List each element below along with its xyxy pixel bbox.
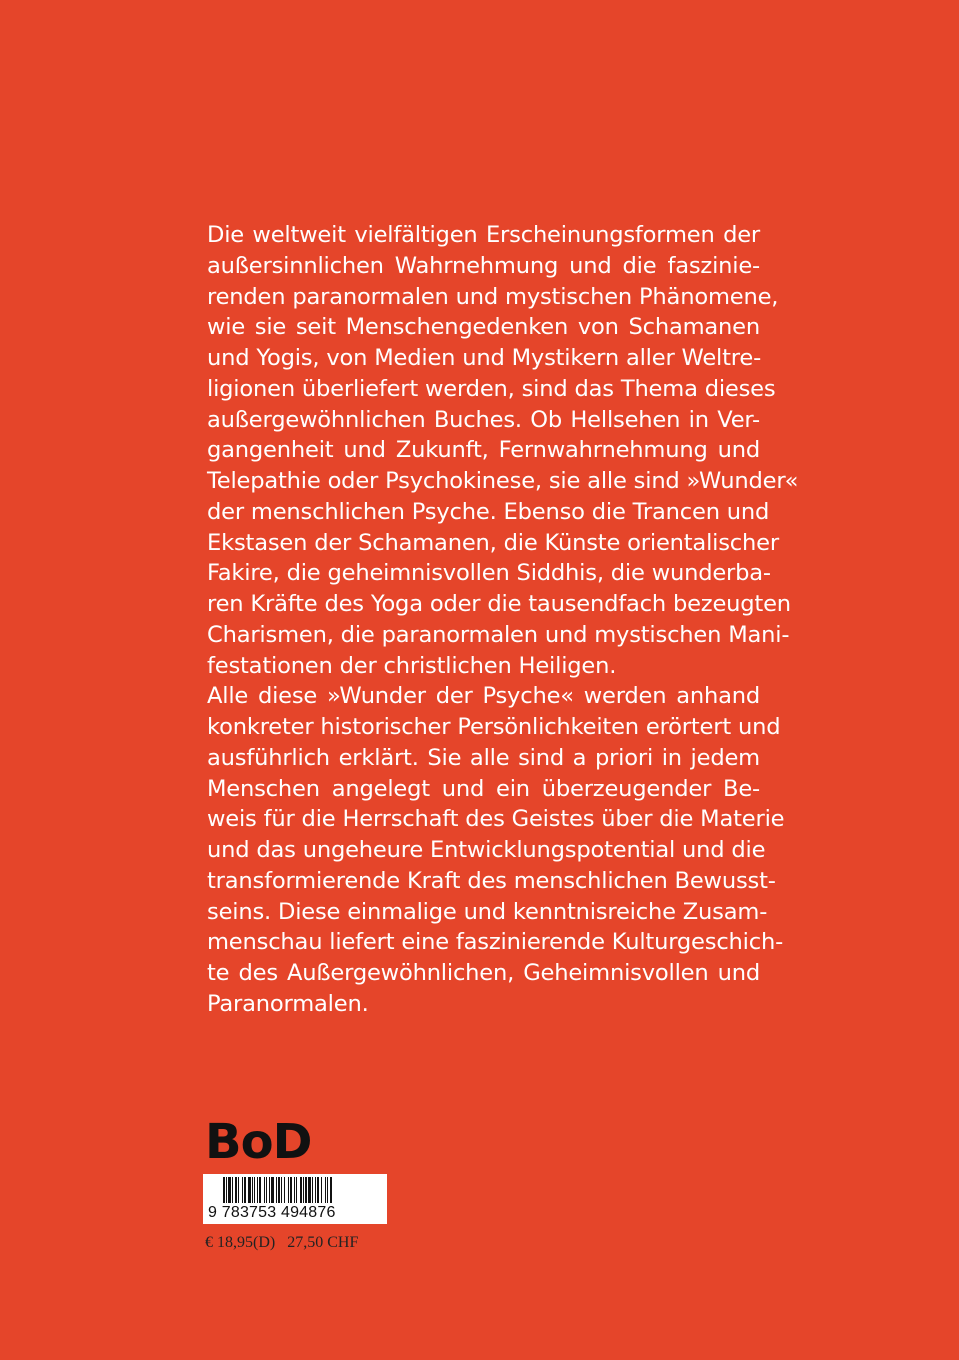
blurb-line: Die weltweit vielfältigen Erscheinungsformen der bbox=[207, 222, 760, 248]
barcode-bar bbox=[259, 1177, 261, 1203]
blurb-line: gangenheit und Zukunft, Fernwahrnehmung und bbox=[207, 437, 760, 464]
blurb-line: menschau liefert eine faszinierende Kulturgeschich- bbox=[207, 929, 784, 956]
blurb-line: und Yogis, von Medien und Mystikern aller Weltre- bbox=[207, 345, 762, 371]
barcode-bar bbox=[226, 1177, 227, 1203]
blurb-line: ren Kräfte des Yoga oder die tausendfach bezeugten bbox=[207, 591, 791, 617]
barcode-bar bbox=[294, 1177, 295, 1203]
isbn-digits: 9 783753 494876 bbox=[208, 1204, 336, 1221]
blurb-line: und das ungeheure Entwicklungspotential und die bbox=[207, 837, 766, 863]
barcode-bar bbox=[238, 1177, 239, 1203]
barcode-bar bbox=[278, 1177, 280, 1203]
barcode-bar bbox=[296, 1177, 297, 1203]
blurb-line: der menschlichen Psyche. Ebenso die Trancen und bbox=[207, 498, 770, 525]
blurb-line: Paranormalen. bbox=[207, 990, 369, 1017]
barcode-bar bbox=[223, 1177, 225, 1203]
barcode-bar bbox=[321, 1177, 322, 1203]
blurb-line: Ekstasen der Schamanen, die Künste orientalischer bbox=[207, 529, 779, 556]
barcode-bar bbox=[288, 1177, 289, 1203]
blurb-line: transformierende Kraft des menschlichen Bewusst- bbox=[207, 867, 776, 894]
blurb-line: ausführlich erklärt. Sie alle sind a priori in jedem bbox=[207, 744, 760, 771]
barcode-bar bbox=[276, 1177, 277, 1203]
barcode-bar bbox=[303, 1177, 304, 1203]
barcode-bar bbox=[327, 1177, 328, 1203]
blurb-text bbox=[207, 220, 799, 1020]
barcode-bar bbox=[257, 1177, 258, 1203]
barcode-bar bbox=[300, 1177, 302, 1203]
barcode-bar bbox=[325, 1177, 326, 1203]
blurb-line: konkreter historischer Persönlichkeiten erörtert und bbox=[207, 714, 781, 740]
barcode-bar bbox=[281, 1177, 282, 1203]
barcode-bar bbox=[330, 1177, 332, 1203]
barcode-bar bbox=[228, 1177, 231, 1203]
barcode-bar bbox=[248, 1177, 251, 1203]
blurb-line: renden paranormalen und mystischen Phänomene, bbox=[207, 283, 779, 310]
barcode-bar bbox=[305, 1177, 307, 1203]
blurb-line: Alle diese »Wunder der Psyche« werden anhand bbox=[207, 683, 760, 710]
publisher-logo: BoD bbox=[205, 1114, 312, 1170]
blurb-line: außersinnlichen Wahrnehmung und die faszinie- bbox=[207, 252, 760, 279]
blurb-line: weis für die Herrschaft des Geistes über die Materie bbox=[207, 806, 785, 833]
barcode-bar bbox=[290, 1177, 292, 1203]
barcode-bars bbox=[223, 1177, 383, 1203]
barcode-bar bbox=[315, 1177, 316, 1203]
barcode-bar bbox=[266, 1177, 267, 1203]
price-label: € 18,95(D) 27,50 CHF bbox=[205, 1234, 359, 1251]
blurb-line: Menschen angelegt und ein überzeugender Be- bbox=[207, 775, 760, 802]
isbn-barcode bbox=[203, 1174, 387, 1224]
blurb-line: seins. Diese einmalige und kenntnisreiche Zusam- bbox=[207, 898, 768, 925]
barcode-bar bbox=[284, 1177, 285, 1203]
blurb-line: außergewöhnlichen Buches. Ob Hellsehen in Ver- bbox=[207, 406, 760, 433]
blurb-line: festationen der christlichen Heiligen. bbox=[207, 652, 617, 679]
barcode-bar bbox=[244, 1177, 246, 1203]
barcode-bar bbox=[254, 1177, 255, 1203]
blurb-line: wie sie seit Menschengedenken von Schamanen bbox=[207, 314, 760, 341]
blurb-line: ligionen überliefert werden, sind das Thema dieses bbox=[207, 375, 776, 402]
barcode-bar bbox=[235, 1177, 237, 1203]
barcode-bar bbox=[264, 1177, 265, 1203]
barcode-bar bbox=[252, 1177, 253, 1203]
blurb-line: Telepathie oder Psychokinese, sie alle sind »Wunder« bbox=[207, 468, 799, 494]
barcode-bar bbox=[232, 1177, 233, 1203]
barcode-bar bbox=[308, 1177, 311, 1203]
barcode-bar bbox=[312, 1177, 313, 1203]
barcode-bar bbox=[317, 1177, 319, 1203]
barcode-bar bbox=[269, 1177, 270, 1203]
barcode-bar bbox=[242, 1177, 243, 1203]
barcode-bar bbox=[271, 1177, 274, 1203]
blurb-line: Fakire, die geheimnisvollen Siddhis, die wunderba- bbox=[207, 560, 771, 587]
blurb-line: te des Außergewöhnlichen, Geheimnisvollen und bbox=[207, 960, 760, 986]
blurb-line: Charismen, die paranormalen und mystischen Mani- bbox=[207, 621, 790, 648]
